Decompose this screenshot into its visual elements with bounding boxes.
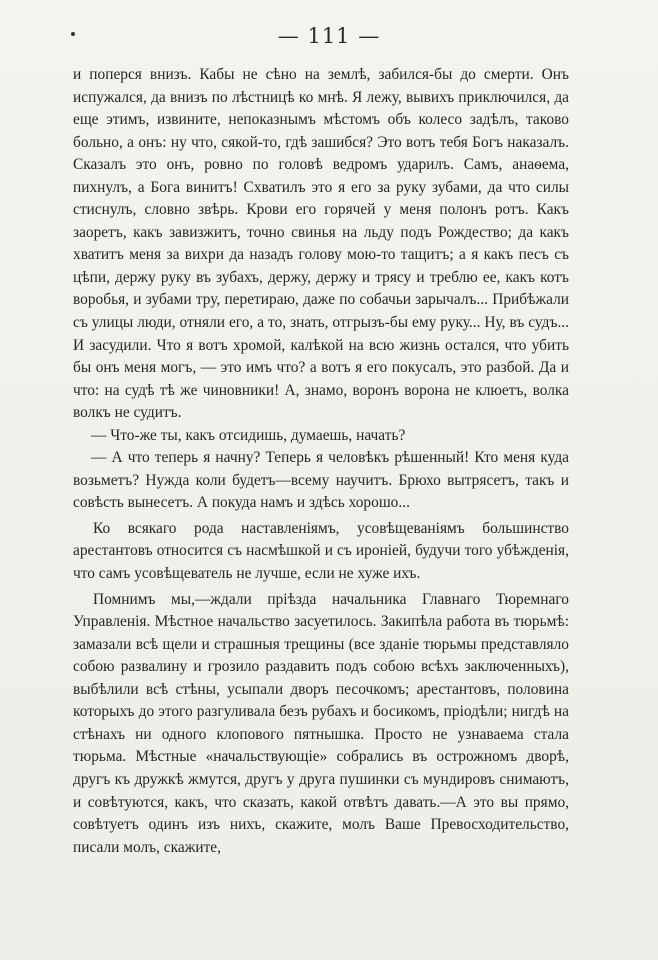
paragraph-5: Помнимъ мы,—ждали пріѣзда начальника Главнаго Тюремнаго Управленія. Мѣстное начальство засуетилось. Закипѣла работа въ тюрьмѣ: замазали всѣ щели и страшныя трещины (все зданіе тюрьмы представляло собою развалину и грозило раздавить подъ собою всѣхъ заключенныхъ), выбѣлили всѣ стѣны, усыпали дворъ песочкомъ; арестантовъ, половина которыхъ до этого разгуливала безъ рубахъ и босикомъ, пріодѣли; нигдѣ на стѣнахъ ни одного клопового пятнышка. Просто не узнаваема стала тюрьма. Мѣстные «начальствующіе» собрались въ острожномъ дворѣ, другъ къ дружкѣ жмутся, другъ у друга пушинки съ мундировъ снимаютъ, и совѣтуются, какъ, что сказать, какой отвѣтъ давать.—А это вы прямо, совѣтуетъ одинъ изъ нихъ, скажите, молъ Ваше Превосходительство, писали молъ, скажите, — [73, 590, 569, 856]
paragraph-3: — А что теперь я начну? Теперь я человѣкъ рѣшенный! Кто меня куда возьметъ? Нужда коли будетъ—всему научитъ. Брюхо вытрясетъ, такъ и совѣсть вынесетъ. А покуда намъ и здѣсь хорошо... — [73, 449, 569, 512]
page-number: — 111 — — [277, 24, 381, 48]
paragraph-1: и поперся внизъ. Кабы не сѣно на землѣ, забился-бы до смерти. Онъ испужался, да внизъ по лѣстницѣ ко мнѣ. Я лежу, вывихъ приключился, да еще этимъ, извините, непоказнымъ мѣстомъ объ колесо задѣлъ, таково больно, а онъ: ну что, сякой-то, гдѣ зашибся? Это вотъ тебя Богъ наказалъ. Сказалъ это онъ, ровно по головѣ ведромъ ударилъ. Самъ, анаѳема, пихнулъ, а Бога винитъ! Схватилъ это я его за руку зубами, да что силы стиснулъ, словно звѣрь. Крови его горячей у меня полонъ ротъ. Какъ заоретъ, какъ завизжитъ, точно свинья на льду подъ Рождество; да какъ хватитъ меня за вихри да назадъ голову мою-то тащитъ; а я какъ песъ съ цѣпи, держу руку въ зубахъ, держу, держу и трясу и треблю ее, какъ котъ воробья, и зубами тру, перетираю, даже по собачьи зарычалъ... Прибѣжали съ улицы люди, отняли его, а то, знать, отгрызъ-бы ему руку... Ну, въ судъ... И засудили. Что я вотъ хромой, калѣкой на всю жизнь остался, что убить бы онъ меня могъ, — это имъ что? а вотъ я его покусалъ, это разбой. Да и что: на судѣ тѣ же чиновники! А, знамо, воронъ ворона не клюетъ, волка волкъ не судитъ. — [73, 66, 569, 422]
paragraph-2: — Что-же ты, какъ отсидишь, думаешь, начать? — [91, 426, 406, 444]
paragraph-4: Ко всякаго рода наставленіямъ, усовѣщеваніямъ большинство арестантовъ относится съ насмѣшкой и съ ироніей, будучи того убѣжденія, что самъ усовѣщеватель не лучше, если не хуже ихъ. — [73, 519, 569, 583]
page-text — [73, 64, 569, 859]
